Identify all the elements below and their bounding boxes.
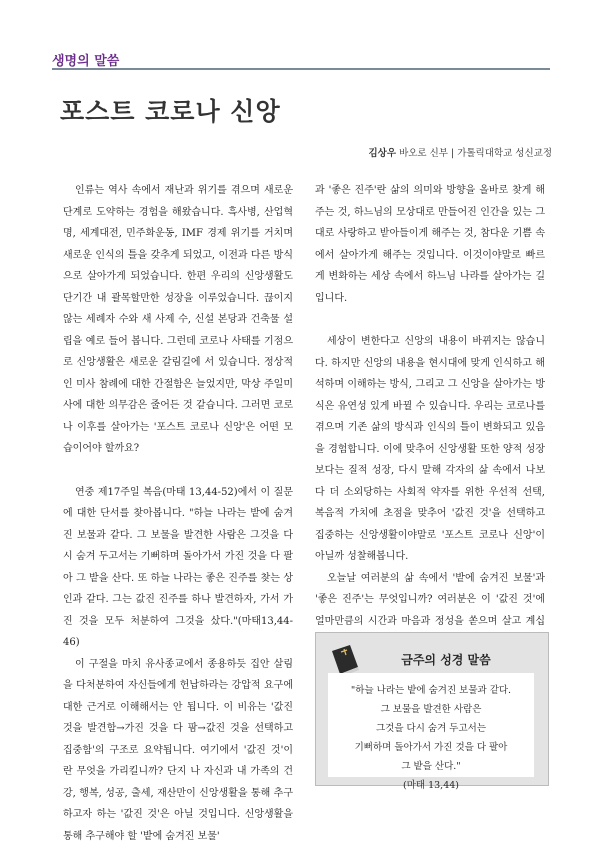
paragraph: 오늘날 여러분의 삶 속에서 '밭에 숨겨진 보물'과 '좋은 진주'는 무엇입니까? 여러분은 이 '값진 것'에 얼마만큼의 시간과 마음과 정성을 쏟으며 살고 계십 — [315, 572, 545, 627]
quote-line: 그것을 다시 숨겨 두고서는 — [375, 723, 486, 734]
quote-line: 그 밭을 산다." — [401, 761, 461, 772]
right-column — [315, 180, 545, 654]
section-label: 생명의 말씀 — [52, 54, 120, 69]
article-title: 포스트 코로나 신앙 — [60, 97, 281, 126]
section-divider — [52, 68, 550, 70]
scripture-quote — [328, 681, 534, 795]
paragraph: 연중 제17주일 복음(마태 13,44-52)에서 이 질문에 대한 단서를 찾아봅니다. "하늘 나라는 밭에 숨겨진 보물과 같다. 그 보물을 발견한 사람은 그것을 다시 숨겨 두고서는 기뻐하며 돌아가서 가진 것을 다 팔아 그 밭을 산다. 또 하늘 나라는 좋은 진주를 찾는 상인과 같다. 그는 값진 진주를 하나 발견하자, 가서 가진 것을 모두 처분하여 그것을 샀다."(마태13,44-46) — [63, 486, 293, 648]
author-detail: 바오로 신부 | 가톨릭대학교 성신교정 — [399, 148, 552, 159]
quote-line: 그 보물을 발견한 사람은 — [380, 704, 482, 715]
scripture-box-title: 금주의 성경 말씀 — [401, 653, 491, 667]
paragraph: 이 구절을 마치 유사종교에서 종용하듯 집안 살림을 다처분하여 자신들에게 헌납하라는 강압적 요구에 대한 근거로 이해해서는 안 됩니다. 이 비유는 '값진 것을 발견함→가진 것을 다 팜→값진 것을 선택하고 집중함'의 구조로 요약됩니다. 여기에서 '값진 것'이란 무엇을 가리킬니까? 단지 나 자신과 내 가족의 건강, 행복, 성공, 출세, 재산만이 신앙생활을 통해 추구하고자 하는 '값진 것'은 아닐 것입니다. 신앙생활을 통해 추구해야 할 '밭에 숨겨진 보물' — [63, 658, 293, 842]
paragraph: 인류는 역사 속에서 재난과 위기를 겪으며 새로운 단계로 도약하는 경험을 해왔습니다. 흑사병, 산업혁명, 세계대전, 민주화운동, IMF 경제 위기를 거치며 새로운 인식의 틀을 갖추게 되었고, 이전과 다른 방식으로 살아가게 되었습니다. 한편 우리의 신앙생활도 단기간 내 괄목할만한 성장을 이루었습니다. 끊이지 않는 세례자 수와 새 사제 수, 신설 본당과 건축물 설립을 예로 들어 봅니다. 그런데 코로나 사태를 기점으로 신앙생활은 새로운 갈림길에 서 있습니다. 정상적인 미사 참례에 대한 간절함은 늘었지만, 막상 주일미사에 대한 의무감은 줄어든 것 같습니다. 그러면 코로나 이후를 살아가는 '포스트 코로나 신앙'은 어떤 모습이어야 할까요? — [63, 185, 293, 454]
byline — [369, 145, 553, 159]
quote-line: 기뻐하며 돌아가서 가진 것을 다 팔아 — [354, 742, 508, 753]
scripture-quote-panel — [328, 673, 534, 791]
paragraph: 세상이 변한다고 신앙의 내용이 바뀌지는 않습니다. 하지만 신앙의 내용을 현시대에 맞게 인식하고 해석하며 이해하는 방식, 그리고 그 신앙을 살아가는 방식은 유연성 있게 바뀔 수 있습니다. 우리는 코로나를 겪으며 기존 삶의 방식과 인식의 틀이 변화되고 있음을 경험합니다. 이에 맞추어 신앙생활 또한 양적 성장보다는 질적 성장, 다시 말해 각자의 삶 속에서 나보다 더 소외당하는 사회적 약자를 위한 우선적 선택, 복음적 가치에 초점을 맞추어 '값진 것'을 선택하고 집중하는 신앙생활이야말로 '포스트 코로나 신앙'이 아닐까 성찰해봅니다. — [315, 336, 545, 562]
author-name: 김상우 — [368, 148, 397, 159]
quote-line: "하늘 나라는 밭에 숨겨진 보물과 같다. — [350, 685, 512, 696]
weekly-scripture-box — [315, 632, 549, 791]
quote-citation: (마태 13,44) — [403, 780, 459, 791]
paragraph: 과 '좋은 진주'란 삶의 의미와 방향을 올바로 찾게 해주는 것, 하느님의 모상대로 만들어진 인간을 있는 그대로 사랑하고 받아들이게 해주는 것, 참다운 기쁨 속에서 살아가게 해주는 것입니다. 이것이야말로 빠르게 변화하는 세상 속에서 하느님 나라를 살아가는 길입니다. — [315, 185, 545, 304]
left-column — [63, 180, 293, 847]
